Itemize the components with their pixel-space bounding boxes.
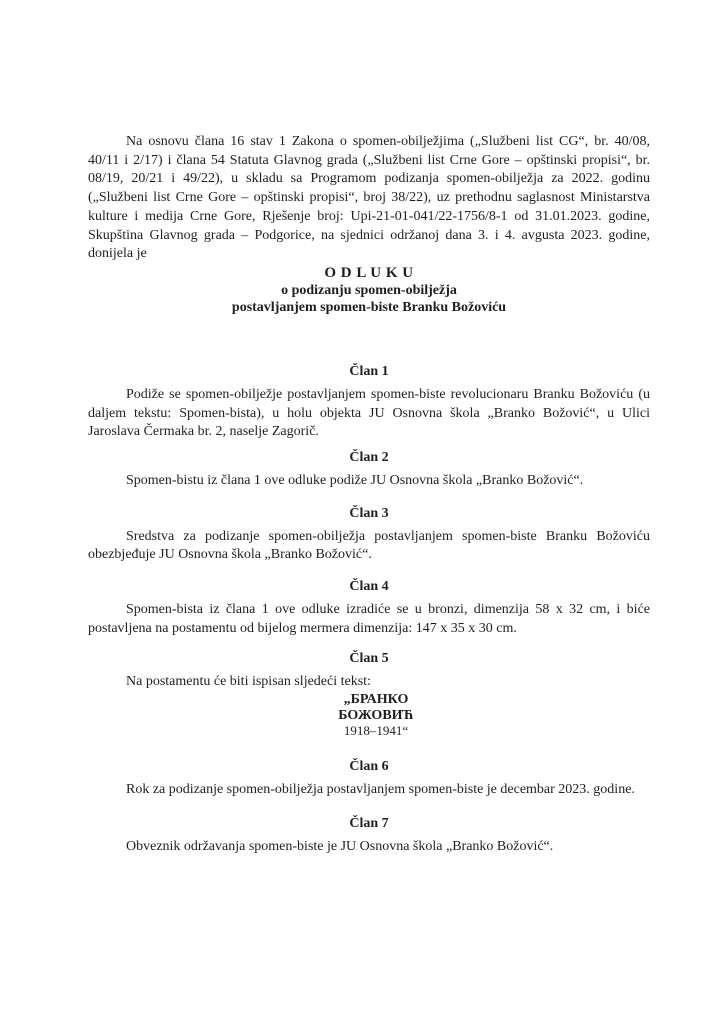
article-5-body: Na postamentu će biti ispisan sljedeći tekst: — [126, 673, 371, 689]
pedestal-inscription — [88, 692, 650, 739]
article-3 — [88, 504, 650, 565]
inscription-years: 1918–1941“ — [343, 723, 409, 739]
article-3-body: Sredstva za podizanje spomen-obilježja postavljanjem spomen-biste Branku Božoviću obezbjeđuje JU Osnovna škola „Branko Božović“. — [88, 528, 650, 563]
intro-paragraph: Na osnovu člana 16 stav 1 Zakona o spomen-obilježjima („Službeni list CG“, br. 40/08, 40/11 i 2/17) i člana 54 Statuta Glavnog grada („Službeni list Crne Gore – opštinski propisi“, br. 08/19, 20/21 i 49/22), u skladu sa Programom podizanja spomen-obilježja za 2022. godinu („Službeni list Crne Gore – opštinski propisi“, broj 38/22), uz prethodnu saglasnost Ministarstva kulture i medija Crne Gore, Rješenje broj: Upi-21-01-041/22-1756/8-1 od 31.01.2023. godine, Skupština Glavnog grada – Podgorice, na sjednici održanoj dana 3. i 4. avgusta 2023. godine, donijela je — [88, 134, 650, 262]
article-1-body: Podiže se spomen-obilježje postavljanjem spomen-biste revolucionaru Branku Božoviću (u daljem tekstu: Spomen-bista), u holu objekta JU Osnovna škola „Branko Božović“, u Ulici Jaroslava Čermaka br. 2, naselje Zagorič. — [88, 386, 650, 440]
article-4-body: Spomen-bista iz člana 1 ove odluke izradiće se u bronzi, dimenzija 58 x 32 cm, i biće postavljena na postamentu od bijelog mermera dimenzija: 147 x 35 x 30 cm. — [88, 602, 650, 636]
article-5-heading: Član 5 — [349, 650, 389, 666]
article-2-body: Spomen-bistu iz člana 1 ove odluke podiže JU Osnovna škola „Branko Božović“. — [126, 473, 584, 489]
decision-title — [88, 265, 650, 316]
inscription-name-line-2: БОЖОВИЋ — [338, 707, 414, 723]
article-1-heading: Član 1 — [349, 363, 389, 379]
article-7 — [88, 814, 650, 857]
article-2-heading: Član 2 — [349, 450, 389, 466]
decision-title-word: O D L U K U — [324, 264, 414, 281]
article-7-body: Obveznik održavanja spomen-biste je JU Osnovna škola „Branko Božović“. — [126, 839, 554, 855]
article-2 — [88, 448, 650, 491]
article-3-heading: Član 3 — [349, 505, 389, 521]
article-6-body: Rok za podizanje spomen-obilježja postavljanjem spomen-biste je decembar 2023. godine. — [126, 781, 635, 797]
article-6-heading: Član 6 — [349, 758, 389, 774]
article-6 — [88, 757, 650, 800]
inscription-name-line-1: „БРАНКО — [343, 692, 409, 708]
article-5 — [88, 649, 650, 739]
article-4 — [88, 577, 650, 638]
article-1 — [88, 362, 650, 442]
article-4-heading: Član 4 — [349, 579, 389, 595]
decision-title-subject: o podizanju spomen-obilježja — [281, 282, 457, 298]
article-7-heading: Član 7 — [349, 816, 389, 832]
decision-title-detail: postavljanjem spomen-biste Branku Božoviću — [231, 299, 507, 315]
